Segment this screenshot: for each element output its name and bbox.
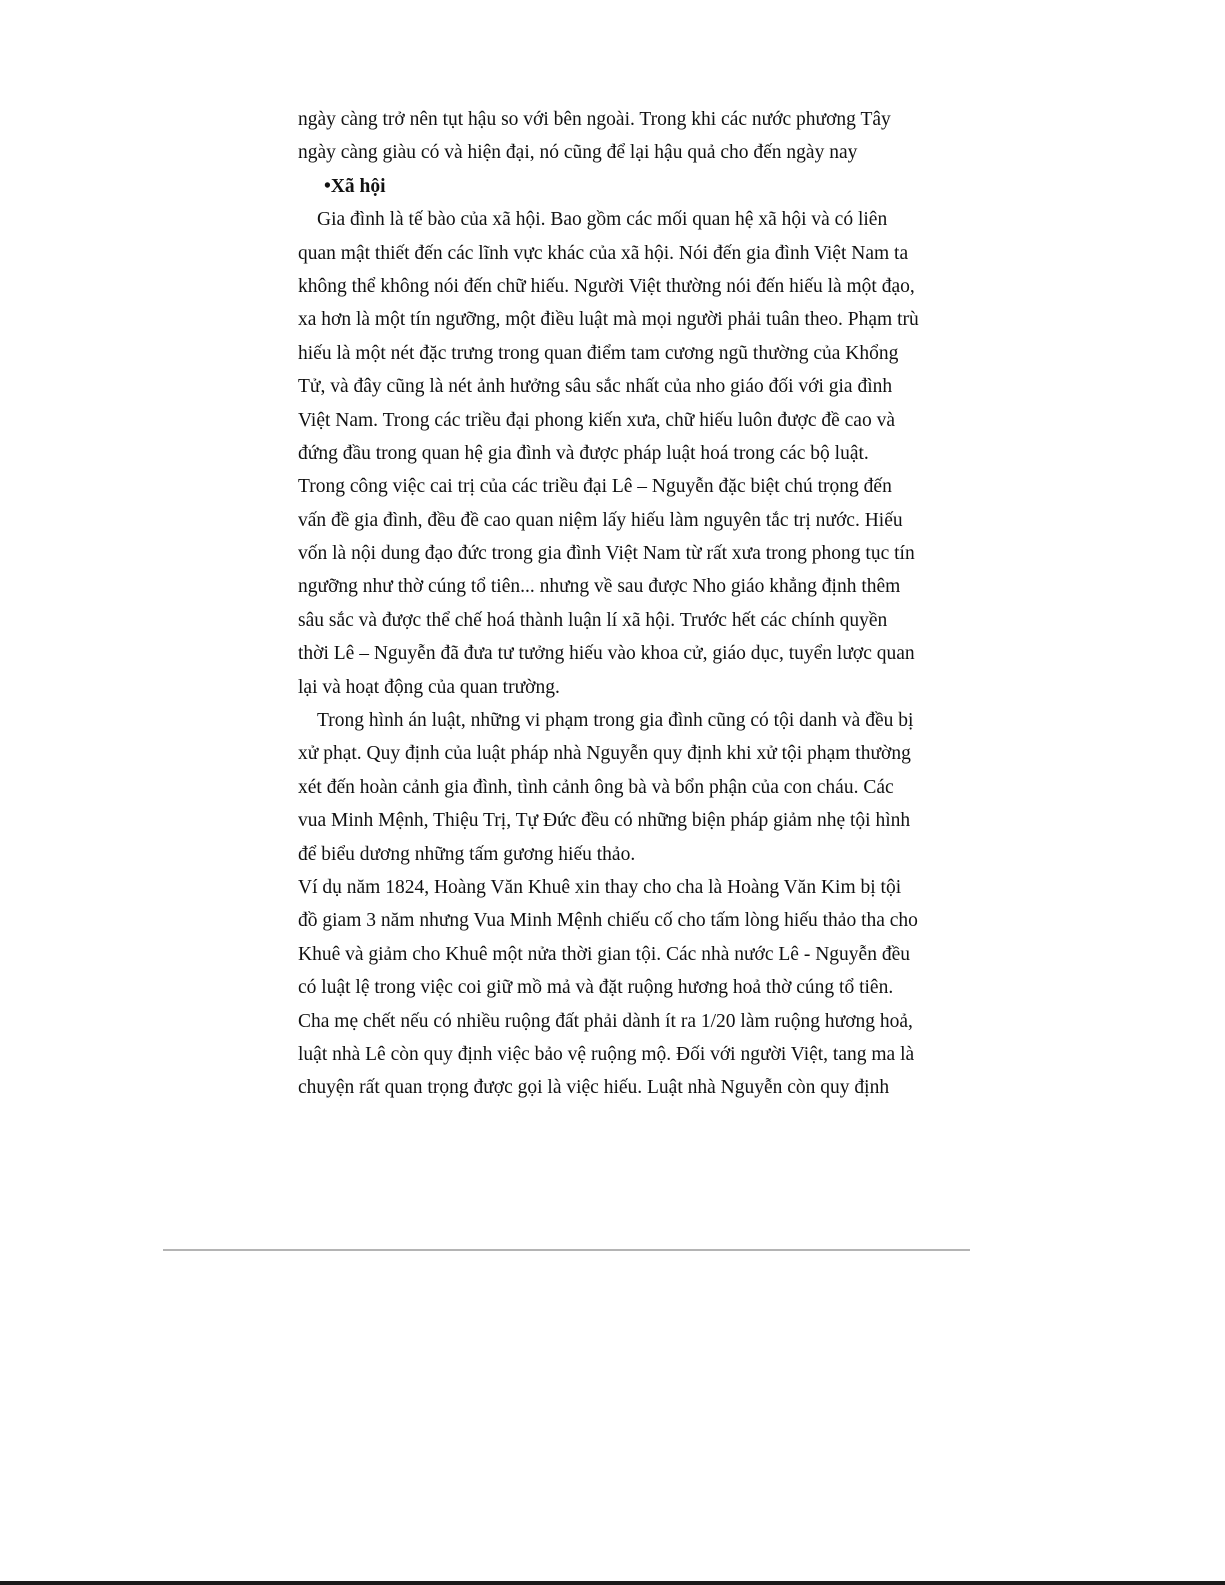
bottom-edge xyxy=(0,1581,1225,1585)
text-line: đồ giam 3 năm nhưng Vua Minh Mệnh chiếu cố cho tấm lòng hiếu thảo tha cho xyxy=(298,910,918,932)
text-line: luật nhà Lê còn quy định việc bảo vệ ruộng mộ. Đối với người Việt, tang ma là xyxy=(298,1043,915,1065)
text-line: Khuê và giảm cho Khuê một nửa thời gian tội. Các nhà nước Lê - Nguyễn đều xyxy=(298,943,910,965)
text-line: xử phạt. Quy định của luật pháp nhà Nguyễn quy định khi xử tội phạm thường xyxy=(298,743,911,765)
text-line: ngày càng giàu có và hiện đại, nó cũng để lại hậu quả cho đến ngày nay xyxy=(298,142,858,164)
section-heading: •Xã hội xyxy=(324,175,386,197)
paragraph-first-line: Gia đình là tế bào của xã hội. Bao gồm các mối quan hệ xã hội và có liên xyxy=(317,209,888,231)
page-divider xyxy=(163,1249,970,1251)
document-body xyxy=(298,103,923,1105)
text-line: ngày càng trở nên tụt hậu so với bên ngoài. Trong khi các nước phương Tây xyxy=(298,109,891,130)
text-line: có luật lệ trong việc coi giữ mồ mả và đặt ruộng hương hoả thờ cúng tổ tiên. xyxy=(298,977,894,999)
text-line: không thể không nói đến chữ hiếu. Người Việt thường nói đến hiếu là một đạo, xyxy=(298,275,915,297)
text-line: hiếu là một nét đặc trưng trong quan điểm tam cương ngũ thường của Khổng xyxy=(298,342,899,364)
text-line: chuyện rất quan trọng được gọi là việc hiếu. Luật nhà Nguyễn còn quy định xyxy=(298,1077,890,1099)
text-line: quan mật thiết đến các lĩnh vực khác của xã hội. Nói đến gia đình Việt Nam ta xyxy=(298,242,909,264)
text-line: vua Minh Mệnh, Thiệu Trị, Tự Đức đều có những biện pháp giảm nhẹ tội hình xyxy=(298,810,911,832)
paragraph-first-line: Trong hình án luật, những vi phạm trong gia đình cũng có tội danh và đều bị xyxy=(317,710,914,732)
text-line: Tử, và đây cũng là nét ảnh hưởng sâu sắc nhất của nho giáo đối với gia đình xyxy=(298,376,893,398)
text-line: Trong công việc cai trị của các triều đại Lê – Nguyễn đặc biệt chú trọng đến xyxy=(298,476,892,498)
text-line: vốn là nội dung đạo đức trong gia đình Việt Nam từ rất xưa trong phong tục tín xyxy=(298,543,915,565)
text-line: sâu sắc và được thể chế hoá thành luận lí xã hội. Trước hết các chính quyền xyxy=(298,609,888,631)
text-line: Cha mẹ chết nếu có nhiều ruộng đất phải dành ít ra 1/20 làm ruộng hương hoả, xyxy=(298,1010,913,1032)
text-line: Việt Nam. Trong các triều đại phong kiến xưa, chữ hiếu luôn được đề cao và xyxy=(298,409,895,431)
text-line: để biểu dương những tấm gương hiếu thảo. xyxy=(298,843,636,865)
text-line: xa hơn là một tín ngưỡng, một điều luật mà mọi người phải tuân theo. Phạm trù xyxy=(298,309,919,331)
text-line: đứng đầu trong quan hệ gia đình và được pháp luật hoá trong các bộ luật. xyxy=(298,442,869,464)
text-line: vấn đề gia đình, đều đề cao quan niệm lấy hiếu làm nguyên tắc trị nước. Hiếu xyxy=(298,509,903,531)
text-line: lại và hoạt động của quan trường. xyxy=(298,676,560,698)
text-line: ngưỡng như thờ cúng tổ tiên... nhưng về sau được Nho giáo khẳng định thêm xyxy=(298,576,901,598)
text-line: xét đến hoàn cảnh gia đình, tình cảnh ông bà và bổn phận của con cháu. Các xyxy=(298,776,894,798)
paragraph-first-line: Ví dụ năm 1824, Hoàng Văn Khuê xin thay cho cha là Hoàng Văn Kim bị tội xyxy=(298,876,902,898)
text-line: thời Lê – Nguyễn đã đưa tư tưởng hiếu vào khoa cử, giáo dục, tuyển lược quan xyxy=(298,643,915,665)
